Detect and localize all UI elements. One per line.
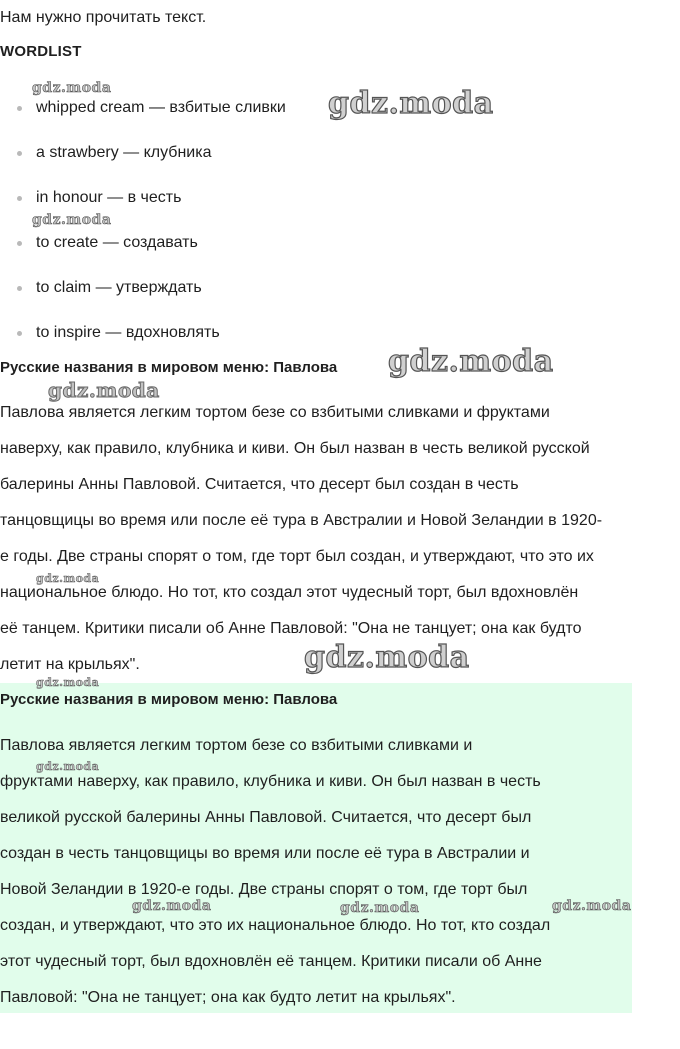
wordlist-heading: WORDLIST bbox=[0, 43, 82, 60]
paragraph-line: е годы. Две страны спорят о том, где торт был создан, и утверждают, что это их bbox=[0, 548, 594, 565]
watermark: gdz.moda bbox=[36, 676, 100, 689]
watermark: gdz.moda bbox=[328, 86, 494, 121]
paragraph-line: создан, и утверждают, что это их национальное блюдо. Но тот, кто создал bbox=[0, 917, 551, 934]
paragraph-line: фруктами наверху, как правило, клубника и киви. Он был назван в честь bbox=[0, 773, 541, 790]
bullet-icon bbox=[17, 151, 22, 156]
list-item bbox=[0, 135, 286, 180]
paragraph-line: национальное блюдо. Но тот, кто создал этот чудесный торт, был вдохновлён bbox=[0, 584, 579, 601]
section-title-translation: Русские названия в мировом меню: Павлова bbox=[0, 691, 338, 708]
list-item bbox=[0, 270, 286, 315]
list-item-text: to create — создавать bbox=[36, 234, 198, 251]
paragraph-line: великой русской балерины Анны Павловой. Считается, что десерт был bbox=[0, 809, 532, 826]
watermark: gdz.moda bbox=[388, 344, 554, 379]
list-item-text: a strawbery — клубника bbox=[36, 144, 212, 161]
watermark: gdz.moda bbox=[32, 212, 112, 228]
watermark: gdz.moda bbox=[304, 640, 470, 675]
list-item-text: whipped cream — взбитые сливки bbox=[36, 99, 286, 116]
watermark: gdz.moda bbox=[36, 572, 100, 585]
paragraph-line: этот чудесный торт, был вдохновлён её танцем. Критики писали об Анне bbox=[0, 953, 542, 970]
bullet-icon bbox=[17, 331, 22, 336]
paragraph-line: Новой Зеландии в 1920-е годы. Две страны спорят о том, где торт был bbox=[0, 881, 528, 898]
list-item-text: to claim — утверждать bbox=[36, 279, 202, 296]
bullet-icon bbox=[17, 241, 22, 246]
paragraph-line: Павлова является легким тортом безе со взбитыми сливками и фруктами bbox=[0, 404, 550, 421]
paragraph-line: наверху, как правило, клубника и киви. Он был назван в честь великой русской bbox=[0, 440, 590, 457]
paragraph-line: создан в честь танцовщицы во время или после её тура в Австралии и bbox=[0, 845, 530, 862]
paragraph-line: балерины Анны Павловой. Считается, что десерт был создан в честь bbox=[0, 476, 519, 493]
list-item-text: to inspire — вдохновлять bbox=[36, 324, 220, 341]
bullet-icon bbox=[17, 106, 22, 111]
watermark: gdz.moda bbox=[48, 378, 160, 402]
watermark: gdz.moda bbox=[32, 80, 112, 96]
paragraph-line: Павловой: "Она не танцует; она как будто летит на крыльях". bbox=[0, 989, 456, 1006]
list-item bbox=[0, 225, 286, 270]
section-title: Русские названия в мировом меню: Павлова bbox=[0, 359, 338, 376]
paragraph-line: Павлова является легким тортом безе со взбитыми сливками и bbox=[0, 737, 473, 754]
paragraph-line: летит на крыльях". bbox=[0, 656, 140, 673]
watermark: gdz.moda bbox=[36, 760, 100, 773]
watermark: gdz.moda bbox=[132, 898, 212, 914]
intro-text: Нам нужно прочитать текст. bbox=[0, 9, 207, 26]
bullet-icon bbox=[17, 286, 22, 291]
bullet-icon bbox=[17, 196, 22, 201]
list-item bbox=[0, 315, 286, 360]
watermark: gdz.moda bbox=[552, 898, 632, 914]
list-item bbox=[0, 90, 286, 135]
list-item-text: in honour — в честь bbox=[36, 189, 182, 206]
paragraph-line: танцовщицы во время или после её тура в Австралии и Новой Зеландии в 1920- bbox=[0, 512, 603, 529]
paragraph-line: её танцем. Критики писали об Анне Павловой: "Она не танцует; она как будто bbox=[0, 620, 582, 637]
watermark: gdz.moda bbox=[340, 900, 420, 916]
